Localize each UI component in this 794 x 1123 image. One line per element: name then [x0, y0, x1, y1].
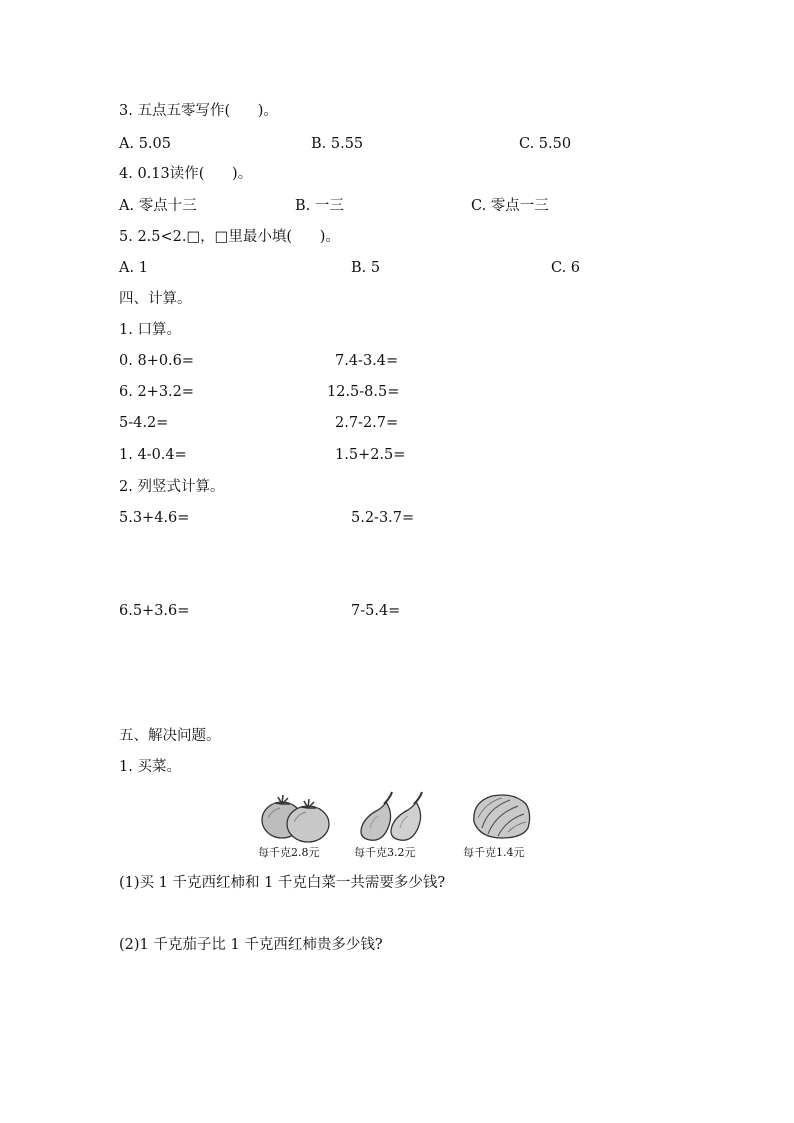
- vertical-problem: 7-5.4=: [351, 603, 401, 619]
- q4-option-c: C. 零点一三: [471, 198, 549, 214]
- q4-option-a: A. 零点十三: [119, 198, 197, 214]
- eggplant-icon: [356, 788, 430, 844]
- oral-problem: 0. 8+0.6=: [119, 353, 195, 369]
- q4-stem: 4. 0.13读作( )。: [119, 166, 253, 182]
- q3-option-c: C. 5.50: [519, 136, 572, 152]
- oral-problem: 6. 2+3.2=: [119, 384, 195, 400]
- oral-problem: 7.4-3.4=: [335, 353, 399, 369]
- oral-problem: 2.7-2.7=: [335, 415, 399, 431]
- cabbage-icon: [468, 788, 534, 844]
- oral-title: 1. 口算。: [119, 322, 181, 338]
- section5-title: 五、解决问题。: [119, 728, 221, 744]
- q3-option-a: A. 5.05: [119, 136, 171, 152]
- q5-option-a: A. 1: [119, 260, 148, 276]
- eggplant-price-label: 每千克3.2元: [354, 846, 416, 859]
- q5-option-b: B. 5: [351, 260, 381, 276]
- buy-vegetables-title: 1. 买菜。: [119, 759, 181, 775]
- oral-problem: 1.5+2.5=: [335, 447, 406, 463]
- q3-option-b: B. 5.55: [311, 136, 364, 152]
- vertical-problem: 5.3+4.6=: [119, 510, 190, 526]
- oral-problem: 12.5-8.5=: [327, 384, 400, 400]
- q4-option-b: B. 一三: [295, 198, 344, 214]
- vertical-problem: 6.5+3.6=: [119, 603, 190, 619]
- problem-2: (2)1 千克茄子比 1 千克西红柿贵多少钱?: [119, 937, 383, 953]
- oral-problem: 5-4.2=: [119, 415, 169, 431]
- oral-problem: 1. 4-0.4=: [119, 447, 187, 463]
- problem-1: (1)买 1 千克西红柿和 1 千克白菜一共需要多少钱?: [119, 875, 446, 891]
- section4-title: 四、计算。: [119, 291, 192, 307]
- vertical-problem: 5.2-3.7=: [351, 510, 415, 526]
- q5-stem: 5. 2.5<2.□，□里最小填( )。: [119, 229, 340, 245]
- cabbage-price-label: 每千克1.4元: [463, 846, 525, 859]
- q5-option-c: C. 6: [551, 260, 581, 276]
- q3-stem: 3. 五点五零写作( )。: [119, 103, 278, 119]
- tomato-icon: [258, 788, 334, 844]
- tomato-price-label: 每千克2.8元: [258, 846, 320, 859]
- vertical-calc-title: 2. 列竖式计算。: [119, 479, 225, 495]
